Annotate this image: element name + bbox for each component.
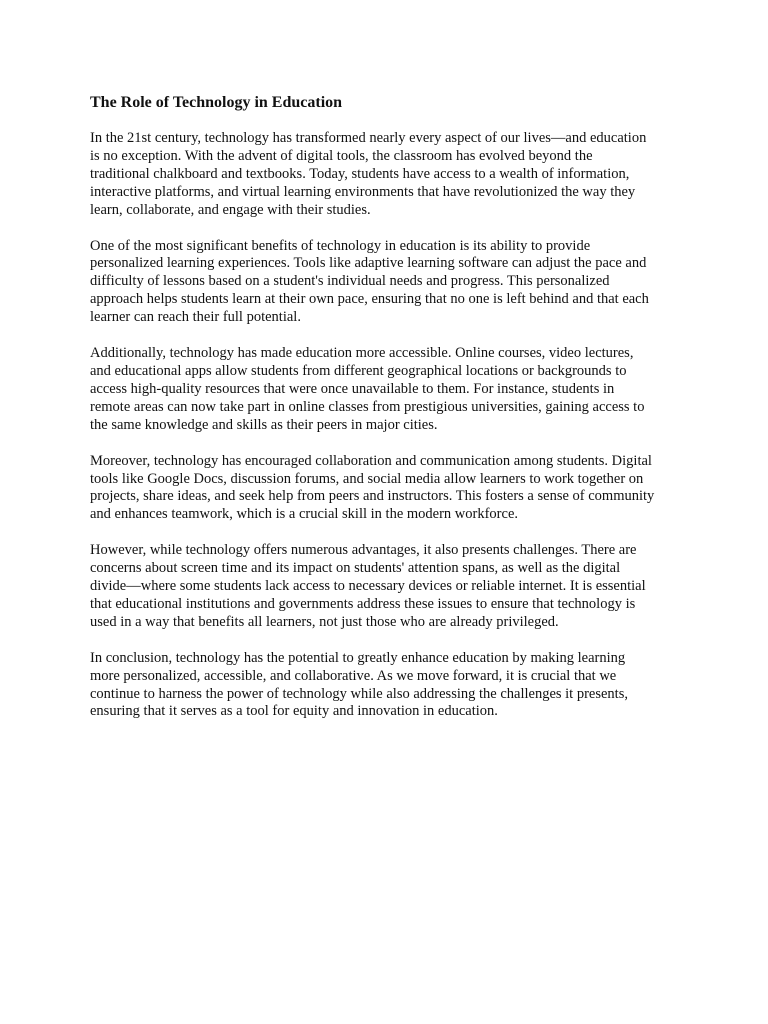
paragraph-line: However, while technology offers numerous advantages, it also presents challenges. There are bbox=[90, 542, 637, 559]
body-paragraph bbox=[90, 453, 680, 525]
document-page bbox=[90, 92, 680, 739]
paragraph-line: In the 21st century, technology has transformed nearly every aspect of our lives—and education bbox=[90, 130, 647, 146]
paragraph-line: and educational apps allow students from different geographical locations or backgrounds to bbox=[90, 362, 627, 379]
document-title: The Role of Technology in Education bbox=[90, 94, 343, 111]
paragraph-line: approach helps students learn at their own pace, ensuring that no one is left behind and that each bbox=[90, 291, 649, 308]
paragraph-line: projects, share ideas, and seek help from peers and instructors. This fosters a sense of community bbox=[90, 488, 655, 505]
paragraph-line: used in a way that benefits all learners, not just those who are already privileged. bbox=[90, 613, 559, 630]
paragraph-line: ensuring that it serves as a tool for equity and innovation in education. bbox=[90, 703, 498, 720]
body-paragraph bbox=[90, 130, 680, 220]
paragraph-line: access high-quality resources that were once unavailable to them. For instance, students in bbox=[90, 380, 615, 397]
paragraph-line: continue to harness the power of technology while also addressing the challenges it presents, bbox=[90, 685, 628, 702]
paragraph-line: learn, collaborate, and engage with their studies. bbox=[90, 201, 371, 218]
paragraph-line: remote areas can now take part in online classes from prestigious universities, gaining access to bbox=[90, 398, 645, 415]
paragraph-line: that educational institutions and governments address these issues to ensure that technology is bbox=[90, 595, 636, 612]
paragraph-line: learner can reach their full potential. bbox=[90, 309, 301, 326]
paragraph-line: concerns about screen time and its impact on students' attention spans, as well as the digital bbox=[90, 560, 621, 577]
paragraph-line: more personalized, accessible, and collaborative. As we move forward, it is crucial that we bbox=[90, 667, 617, 684]
paragraph-line: Additionally, technology has made education more accessible. Online courses, video lectures, bbox=[90, 345, 634, 362]
paragraph-line: In conclusion, technology has the potential to greatly enhance education by making learning bbox=[90, 649, 626, 666]
paragraph-line: personalized learning experiences. Tools like adaptive learning software can adjust the pace and bbox=[90, 255, 647, 272]
paragraph-line: traditional chalkboard and textbooks. Today, students have access to a wealth of information, bbox=[90, 165, 630, 182]
paragraph-line: Moreover, technology has encouraged collaboration and communication among students. Digital bbox=[90, 452, 652, 469]
body-paragraph bbox=[90, 542, 680, 632]
paragraph-line: the same knowledge and skills as their peers in major cities. bbox=[90, 416, 438, 433]
paragraph-line: One of the most significant benefits of technology in education is its ability to provide bbox=[90, 237, 591, 254]
body-paragraph bbox=[90, 650, 680, 722]
body-paragraph bbox=[90, 238, 680, 328]
paragraph-line: tools like Google Docs, discussion forums, and social media allow learners to work together on bbox=[90, 470, 644, 487]
paragraph-line: interactive platforms, and virtual learning environments that have revolutionized the way they bbox=[90, 183, 636, 200]
paragraph-line: difficulty of lessons based on a student's individual needs and progress. This personalized bbox=[90, 273, 610, 290]
paragraph-line: is no exception. With the advent of digital tools, the classroom has evolved beyond the bbox=[90, 147, 593, 164]
document-body bbox=[90, 130, 680, 721]
body-paragraph bbox=[90, 345, 680, 435]
paragraph-line: divide—where some students lack access to necessary devices or reliable internet. It is essential bbox=[90, 578, 646, 595]
paragraph-line: and enhances teamwork, which is a crucial skill in the modern workforce. bbox=[90, 506, 519, 523]
